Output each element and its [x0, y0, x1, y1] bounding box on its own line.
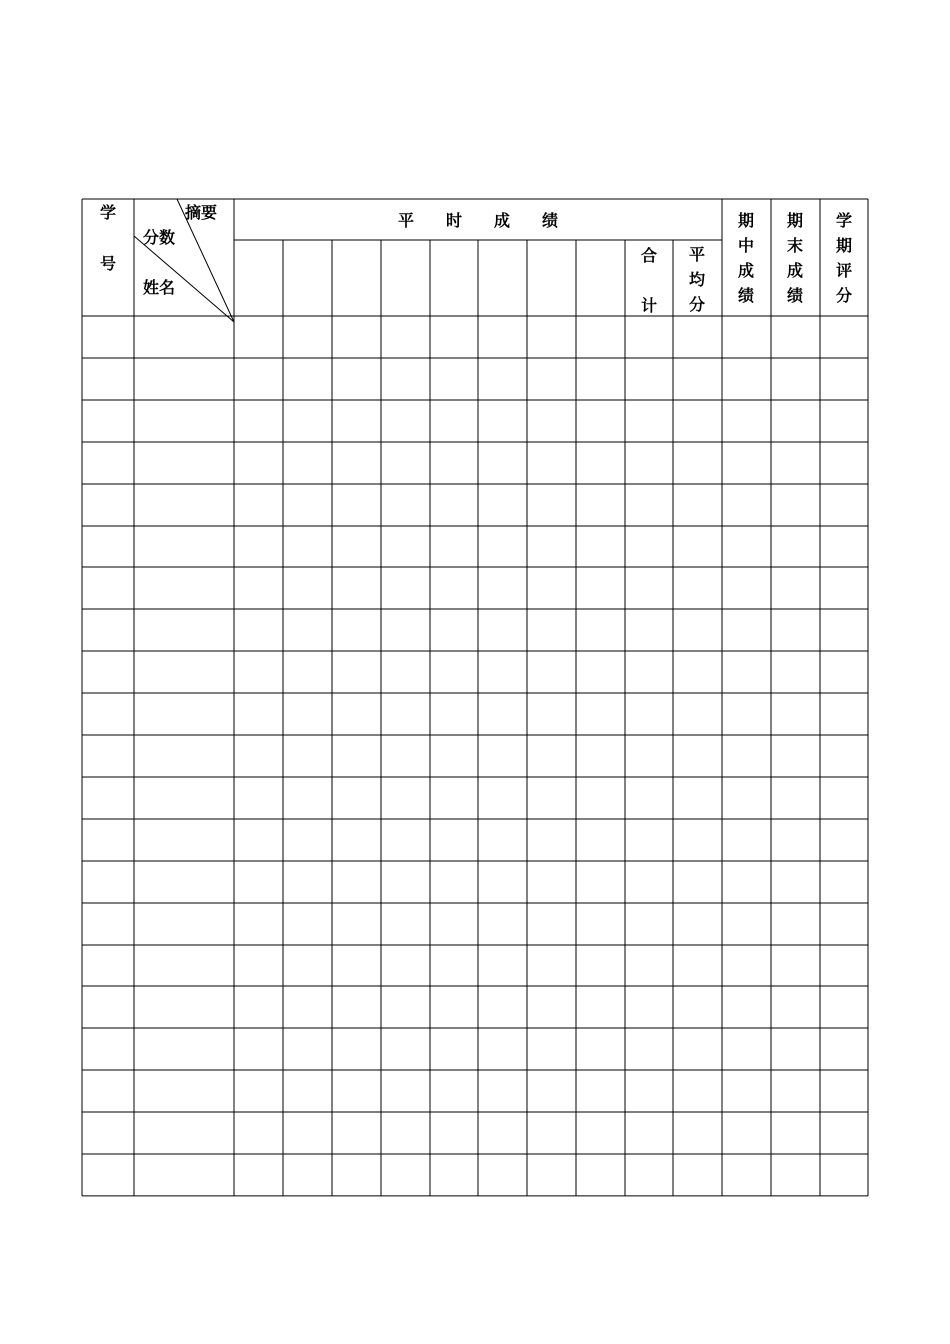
header-final-char-4: 绩: [787, 286, 804, 305]
header-average-char-2: 均: [689, 270, 706, 289]
header-midterm-char-2: 中: [738, 236, 755, 255]
header-diag-score: 分数: [143, 228, 176, 247]
header-final-char-2: 末: [787, 236, 804, 255]
header-final-char-3: 成: [787, 261, 804, 280]
header-semester-char-4: 分: [836, 286, 853, 305]
header-midterm-char-1: 期: [738, 211, 755, 230]
header-diag-name: 姓名: [143, 278, 176, 297]
header-total-char-1: 合: [641, 246, 658, 265]
header-student-id-char-1: 学: [100, 203, 117, 222]
header-midterm-char-3: 成: [738, 261, 755, 280]
header-average-char-3: 分: [689, 295, 706, 314]
header-semester-char-3: 评: [836, 261, 853, 280]
header-total-char-2: 计: [641, 296, 658, 315]
header-diag-summary: 摘要: [185, 203, 218, 222]
header-final-char-1: 期: [787, 211, 804, 230]
header-midterm-char-4: 绩: [738, 286, 755, 305]
header-student-id-char-2: 号: [100, 254, 117, 273]
header-semester-char-2: 期: [836, 236, 853, 255]
header-regular-grades: 平 时 成 绩: [397, 211, 558, 230]
header-semester-char-1: 学: [836, 211, 853, 230]
header-average-char-1: 平: [689, 245, 706, 264]
